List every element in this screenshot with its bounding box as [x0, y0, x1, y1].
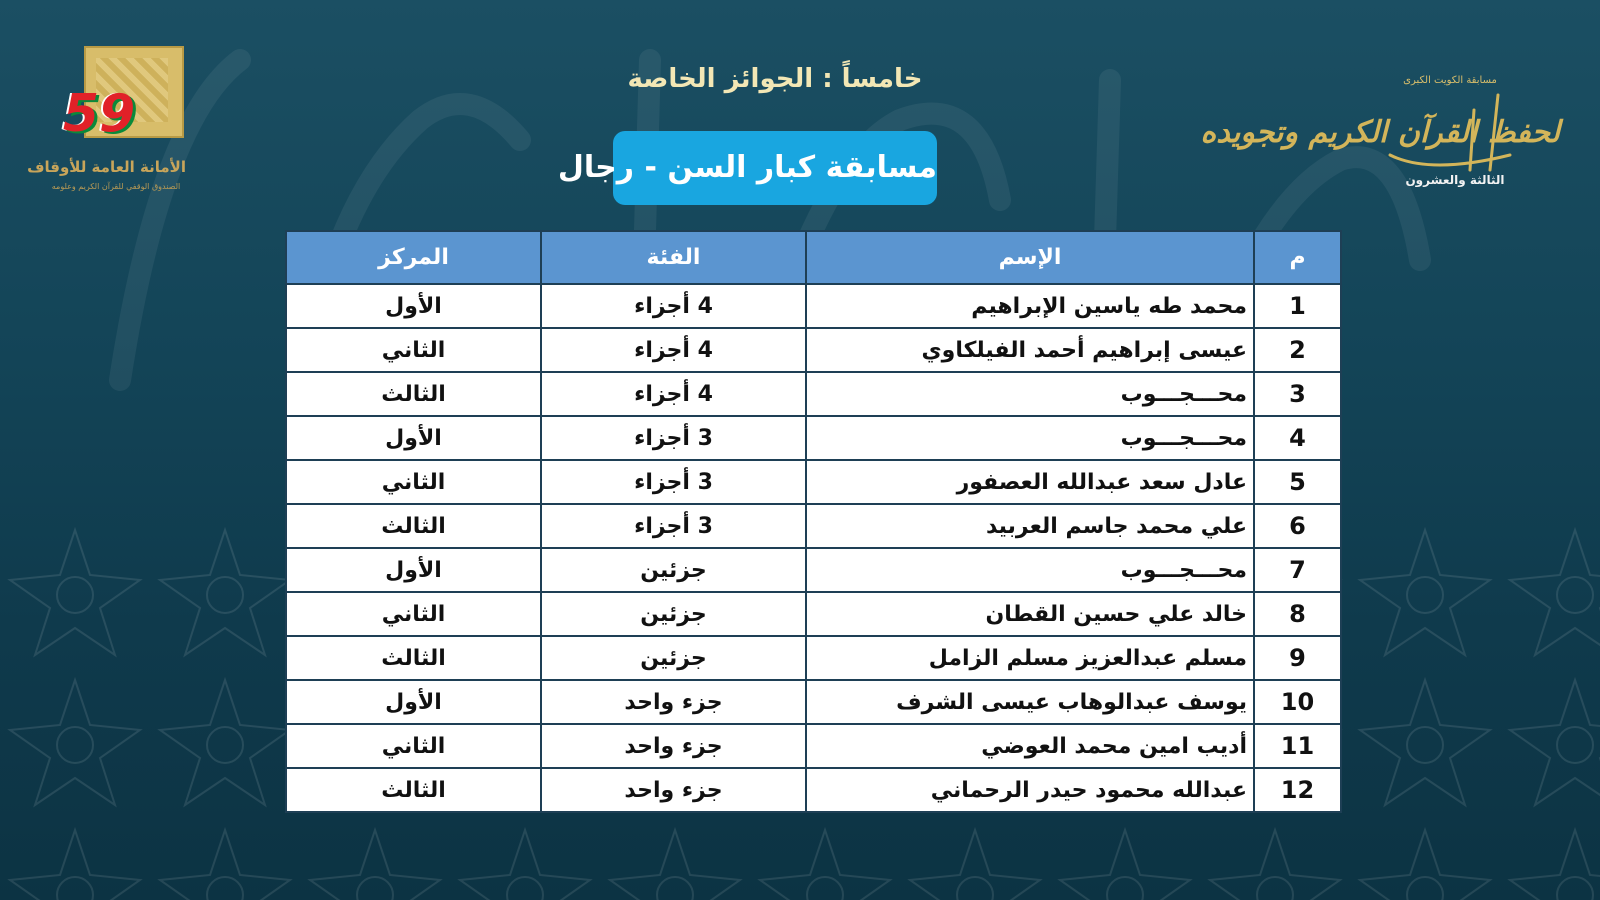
- competition-badge: مسابقة كبار السن - رجال: [613, 131, 937, 205]
- table-row: [286, 372, 1341, 416]
- category-cell: جزء واحد: [541, 680, 806, 724]
- category-cell: جزئين: [541, 636, 806, 680]
- name-cell: يوسف عبدالوهاب عيسى الشرف: [806, 680, 1254, 724]
- table-row: [286, 460, 1341, 504]
- rank-cell: الثاني: [286, 592, 541, 636]
- name-cell: خالد علي حسين القطان: [806, 592, 1254, 636]
- category-cell: جزء واحد: [541, 768, 806, 812]
- rank-cell: الثالث: [286, 372, 541, 416]
- category-cell: 3 أجزاء: [541, 416, 806, 460]
- category-cell: 3 أجزاء: [541, 460, 806, 504]
- column-header-rank: المركز: [286, 231, 541, 284]
- number-cell: 6: [1254, 504, 1341, 548]
- rank-cell: الأول: [286, 284, 541, 328]
- table-row: [286, 592, 1341, 636]
- org-subtitle: الصندوق الوقفي للقرآن الكريم وعلومه: [51, 182, 181, 191]
- anniversary-emblem: 59: [62, 84, 136, 144]
- number-cell: 8: [1254, 592, 1341, 636]
- name-cell: محـــجـــوب: [806, 548, 1254, 592]
- rank-cell: الثالث: [286, 768, 541, 812]
- table-row: [286, 548, 1341, 592]
- rank-cell: الثاني: [286, 460, 541, 504]
- category-cell: جزئين: [541, 548, 806, 592]
- table-row: [286, 636, 1341, 680]
- competition-logo-top: مسابقة الكويت الكبرى: [1403, 75, 1497, 86]
- competition-edition: الثالثة والعشرون: [1405, 173, 1505, 187]
- category-cell: 4 أجزاء: [541, 284, 806, 328]
- rank-cell: الثالث: [286, 504, 541, 548]
- table-row: [286, 284, 1341, 328]
- section-title: خامساً : الجوائز الخاصة: [627, 64, 923, 94]
- number-cell: 12: [1254, 768, 1341, 812]
- competition-logo: [1200, 55, 1560, 195]
- competition-logo-title: لحفظ القرآن الكريم وتجويده: [1200, 115, 1560, 150]
- name-cell: أديب امين محمد العوضي: [806, 724, 1254, 768]
- number-cell: 5: [1254, 460, 1341, 504]
- name-cell: مسلم عبدالعزيز مسلم الزامل: [806, 636, 1254, 680]
- results-body: [286, 284, 1341, 812]
- name-cell: عيسى إبراهيم أحمد الفيلكاوي: [806, 328, 1254, 372]
- table-row: [286, 328, 1341, 372]
- rank-cell: الأول: [286, 548, 541, 592]
- table-header-row: [286, 231, 1341, 284]
- name-cell: عادل سعد عبدالله العصفور: [806, 460, 1254, 504]
- number-cell: 3: [1254, 372, 1341, 416]
- table-row: [286, 416, 1341, 460]
- rank-cell: الثاني: [286, 724, 541, 768]
- rank-cell: الثالث: [286, 636, 541, 680]
- category-cell: جزئين: [541, 592, 806, 636]
- column-header-number: م: [1254, 231, 1341, 284]
- number-cell: 10: [1254, 680, 1341, 724]
- number-cell: 7: [1254, 548, 1341, 592]
- table-row: [286, 724, 1341, 768]
- column-header-category: الفئة: [541, 231, 806, 284]
- column-header-name: الإسم: [806, 231, 1254, 284]
- number-cell: 2: [1254, 328, 1341, 372]
- number-cell: 4: [1254, 416, 1341, 460]
- org-name: الأمانة العامة للأوقاف: [27, 158, 186, 176]
- category-cell: 4 أجزاء: [541, 372, 806, 416]
- name-cell: محـــجـــوب: [806, 372, 1254, 416]
- number-cell: 9: [1254, 636, 1341, 680]
- category-cell: جزء واحد: [541, 724, 806, 768]
- category-cell: 3 أجزاء: [541, 504, 806, 548]
- rank-cell: الأول: [286, 416, 541, 460]
- name-cell: عبدالله محمود حيدر الرحماني: [806, 768, 1254, 812]
- table-row: [286, 504, 1341, 548]
- rank-cell: الثاني: [286, 328, 541, 372]
- table-row: [286, 680, 1341, 724]
- number-cell: 11: [1254, 724, 1341, 768]
- name-cell: محمد طه ياسين الإبراهيم: [806, 284, 1254, 328]
- awqaf-logo: [27, 46, 186, 206]
- rank-cell: الأول: [286, 680, 541, 724]
- name-cell: علي محمد جاسم العربيد: [806, 504, 1254, 548]
- category-cell: 4 أجزاء: [541, 328, 806, 372]
- name-cell: محـــجـــوب: [806, 416, 1254, 460]
- number-cell: 1: [1254, 284, 1341, 328]
- results-table: [285, 230, 1342, 813]
- table-row: [286, 768, 1341, 812]
